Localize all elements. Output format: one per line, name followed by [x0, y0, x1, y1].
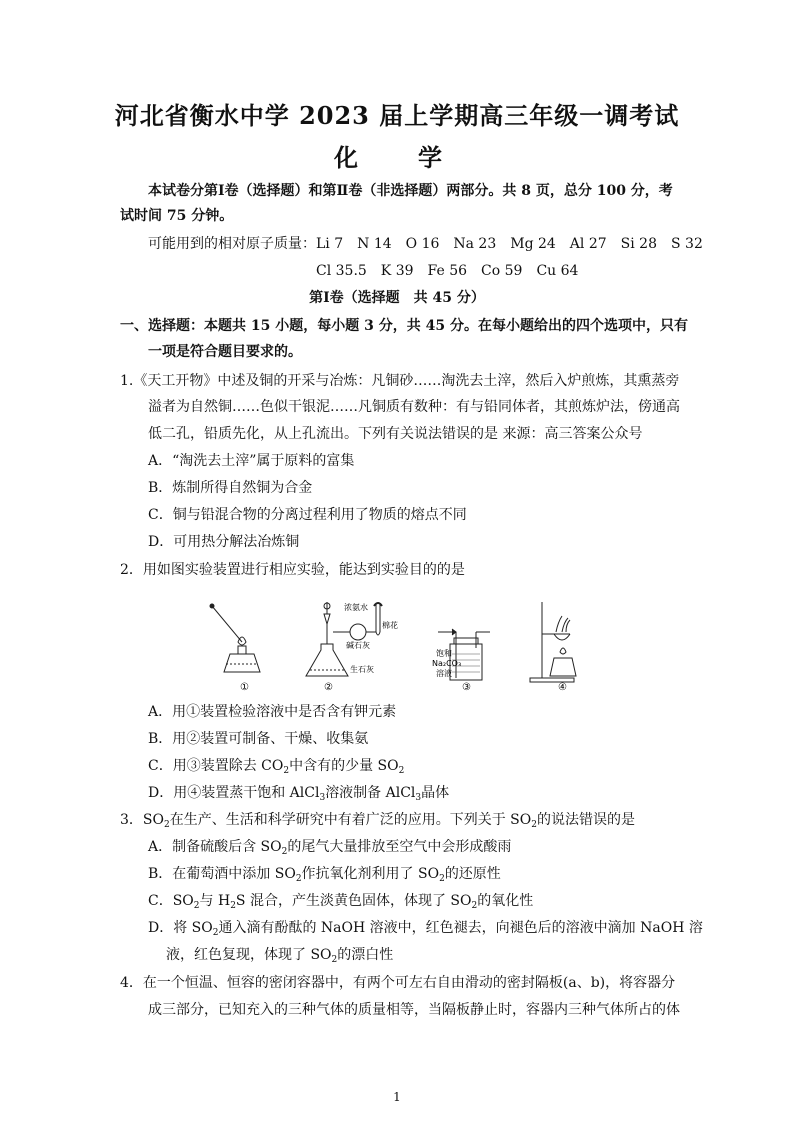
subject-title: 化 学	[334, 143, 460, 172]
q1-stem-line-3: 低二孔，铅质先化，从上孔流出。下列有关说法错误的是 来源：高三答案公众号	[148, 426, 643, 442]
q3-option-b[interactable]: B．在葡萄酒中添加 $SO_2$作抗氧化剂利用了 $SO_2$的还原性	[148, 866, 501, 884]
q3-option-d-line-2: 液，红色复现，体现了 $SO_2$的漂白性	[166, 947, 394, 965]
q1-option-d[interactable]: D．可用热分解法冶炼铜	[148, 534, 300, 550]
apparatus-number-1: ①	[240, 682, 249, 693]
apparatus-number-2: ②	[324, 682, 333, 693]
page-number: 1	[393, 1090, 401, 1104]
apparatus-number-4: ④	[558, 682, 567, 693]
section-1-instructions-1: 一、选择题：本题共 15 小题，每小题 3 分，共 45 分。在每小题给出的四个选项中，只有	[120, 318, 688, 334]
q3-option-c[interactable]: C．$SO_2$与 $H_2S$ 混合，产生淡黄色固体，体现了 $SO_2$的氧化性	[148, 893, 534, 911]
q1-option-a[interactable]: A．“淘洗去土滓”属于原料的富集	[148, 453, 355, 469]
section-1-instructions-2: 一项是符合题目要求的。	[148, 344, 302, 360]
apparatus-number-3: ③	[462, 682, 471, 693]
q2-stem: 2．用如图实验装置进行相应实验，能达到实验目的的是	[120, 562, 465, 578]
exam-title: 河北省衡水中学 2023 届上学期高三年级一调考试	[114, 101, 680, 130]
intro-line-1: 本试卷分第Ⅰ卷（选择题）和第Ⅱ卷（非选择题）两部分。共 8 页，总分 100 分，考	[148, 183, 673, 199]
apparatus-4-evaporation	[530, 602, 576, 682]
apparatus-1-flame-test	[210, 604, 260, 672]
q2-apparatus-figure	[200, 598, 580, 694]
q1-stem-line-2: 溢者为自然铜……色似干银泥……凡铜质有数种：有与铅同体者，其煎炼炉法，傍通高	[148, 399, 680, 415]
atomic-masses-line-1: 可能用到的相对原子质量：Li 7 N 14 O 16 Na 23 Mg 24 Al 27 Si 28 S 32	[148, 236, 703, 252]
q1-stem-line-1: 1.《天工开物》中述及铜的开采与冶炼：凡铜砂……淘洗去土滓，然后入炉煎炼，其熏蒸旁	[120, 373, 680, 389]
q3-option-d[interactable]: D．将 $SO_2$通入滴有酚酞的 NaOH 溶液中，红色褪去，向褪色后的溶液中滴加 NaOH 溶	[148, 920, 703, 938]
label-soda-lime: 碱石灰	[346, 641, 370, 650]
intro-line-2: 试时间 75 分钟。	[120, 208, 234, 224]
q4-stem-line-1: 4．在一个恒温、恒容的密闭容器中，有两个可左右自由滑动的密封隔板(a、b)，将容器分	[120, 975, 676, 991]
label-saturated: 饱和	[436, 649, 452, 658]
label-solution: 溶液	[436, 669, 452, 678]
q4-stem-line-2: 成三部分，已知充入的三种气体的质量相等，当隔板静止时，容器内三种气体所占的体	[148, 1002, 680, 1018]
section-1-title: 第Ⅰ卷（选择题 共 45 分）	[309, 290, 485, 306]
label-quicklime: 生石灰	[350, 665, 374, 674]
q3-stem: 3．$SO_2$在生产、生活和科学研究中有着广泛的应用。下列关于 $SO_2$的说法错误的是	[120, 812, 635, 830]
label-cotton: 棉花	[382, 621, 398, 630]
label-na2co3: Na₂CO₃	[432, 659, 462, 668]
q2-option-d[interactable]: D．用④装置蒸干饱和 AlCl$_3$溶液制备 AlCl$_3$晶体	[148, 785, 450, 803]
label-ammonia: 浓氨水	[344, 603, 368, 612]
q2-option-a[interactable]: A．用①装置检验溶液中是否含有钾元素	[148, 704, 397, 720]
q1-option-b[interactable]: B．炼制所得自然铜为合金	[148, 480, 313, 496]
atomic-masses-line-2: Cl 35.5 K 39 Fe 56 Co 59 Cu 64	[316, 263, 579, 279]
q2-option-c[interactable]: C．用③装置除去 $CO_2$中含有的少量 $SO_2$	[148, 758, 405, 776]
q1-option-c[interactable]: C．铜与铅混合物的分离过程利用了物质的熔点不同	[148, 507, 467, 523]
q2-option-b[interactable]: B．用②装置可制备、干燥、收集氨	[148, 731, 369, 747]
q3-option-a[interactable]: A．制备硫酸后含 $SO_2$的尾气大量排放至空气中会形成酸雨	[148, 839, 512, 857]
